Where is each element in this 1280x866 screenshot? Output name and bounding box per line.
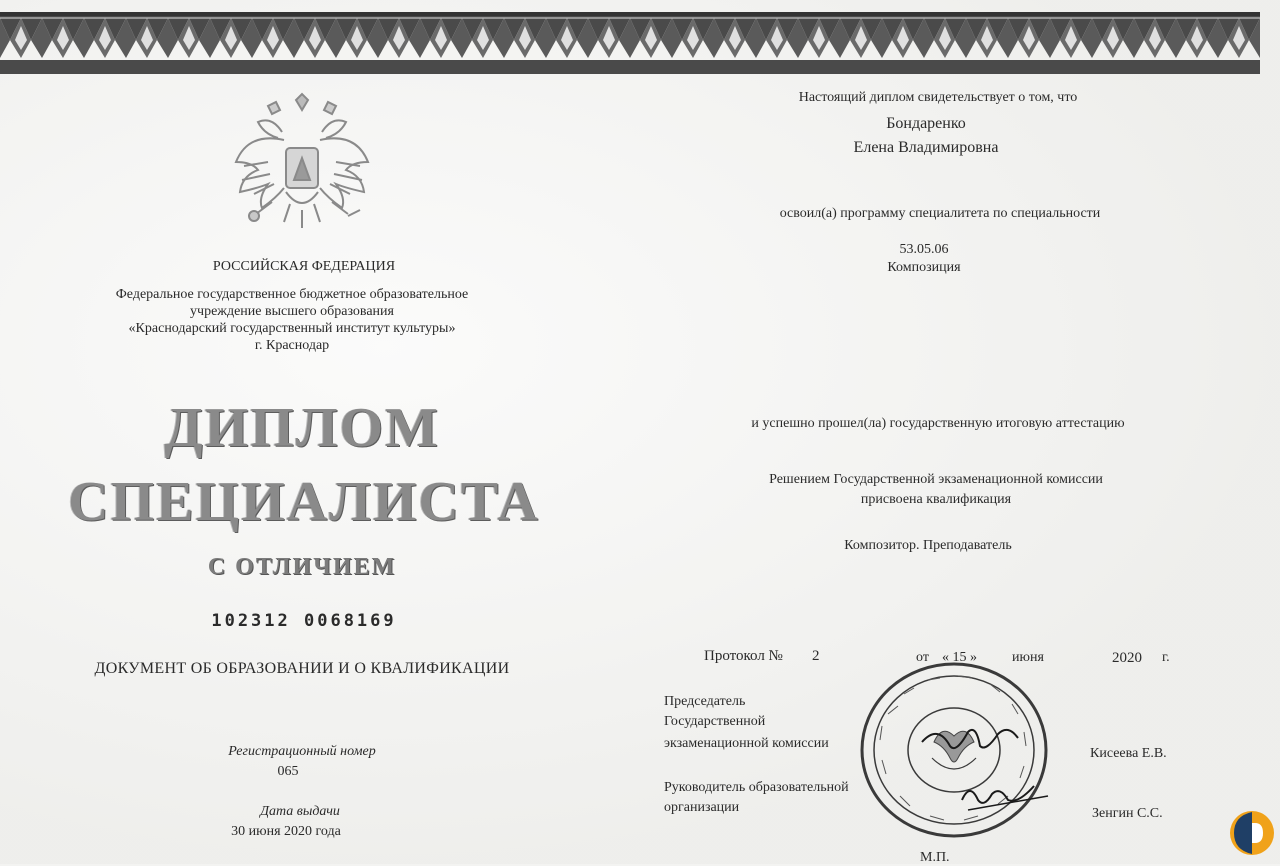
protocol-year: 2020 (1112, 650, 1142, 666)
specialty-name: Композиция (887, 260, 961, 275)
protocol-year-suffix: г. (1162, 650, 1170, 665)
attestation-text: и успешно прошел(ла) государственную итоговую аттестацию (751, 416, 1125, 431)
institution-line-1: Федеральное государственное бюджетное образовательное (115, 287, 469, 302)
graduate-surname: Бондаренко (886, 115, 966, 132)
coat-of-arms-icon (228, 92, 376, 234)
official-seal-icon (858, 654, 1058, 840)
program-text: освоил(а) программу специалитета по специальности (779, 206, 1101, 221)
stamp-place-label: М.П. (920, 850, 950, 865)
protocol-day: « 15 » (942, 650, 977, 665)
issue-date-label: Дата выдачи (260, 804, 340, 819)
watermark-logo-icon (1226, 806, 1276, 860)
graduate-name: Елена Владимировна (853, 139, 999, 156)
chair-name: Кисеева Е.В. (1090, 746, 1167, 761)
document-type: ДОКУМЕНТ ОБ ОБРАЗОВАНИИ И О КВАЛИФИКАЦИИ (94, 660, 510, 677)
decision-line-1: Решением Государственной экзаменационной комиссии (769, 472, 1103, 487)
head-title-line-1: Руководитель образовательной (664, 780, 849, 795)
institution-line-3: «Краснодарский государственный институт культуры» (128, 321, 456, 336)
diploma-title-line-3: С ОТЛИЧИЕМ (207, 554, 397, 580)
institution-line-2: учреждение высшего образования (190, 304, 394, 319)
institution-line-4: г. Краснодар (254, 338, 330, 353)
chair-title-line-3: экзаменационной комиссии (664, 736, 829, 751)
protocol-from-label: от (916, 650, 929, 665)
decision-line-2: присвоена квалификация (860, 492, 1012, 507)
head-name: Зенгин С.С. (1092, 806, 1163, 821)
qualification: Композитор. Преподаватель (844, 538, 1012, 553)
protocol-number: 2 (812, 648, 820, 664)
chair-title-line-2: Государственной (664, 714, 766, 729)
diploma-title-line-2: СПЕЦИАЛИСТА (68, 471, 540, 533)
registration-number: 065 (277, 764, 299, 779)
chair-title-line-1: Председатель (664, 694, 746, 709)
protocol-label: Протокол № (704, 648, 783, 664)
issue-date: 30 июня 2020 года (231, 824, 341, 839)
registration-label: Регистрационный номер (228, 744, 376, 759)
certifies-text: Настоящий диплом свидетельствует о том, что (798, 90, 1078, 105)
head-title-line-2: организации (664, 800, 740, 815)
decorative-border (0, 0, 1260, 74)
specialty-code: 53.05.06 (899, 242, 949, 257)
country-name: РОССИЙСКАЯ ФЕДЕРАЦИЯ (212, 259, 396, 274)
serial-number: 102312 0068169 (211, 611, 397, 631)
diploma-title-line-1: ДИПЛОМ (164, 397, 440, 459)
protocol-month: июня (1012, 650, 1044, 665)
